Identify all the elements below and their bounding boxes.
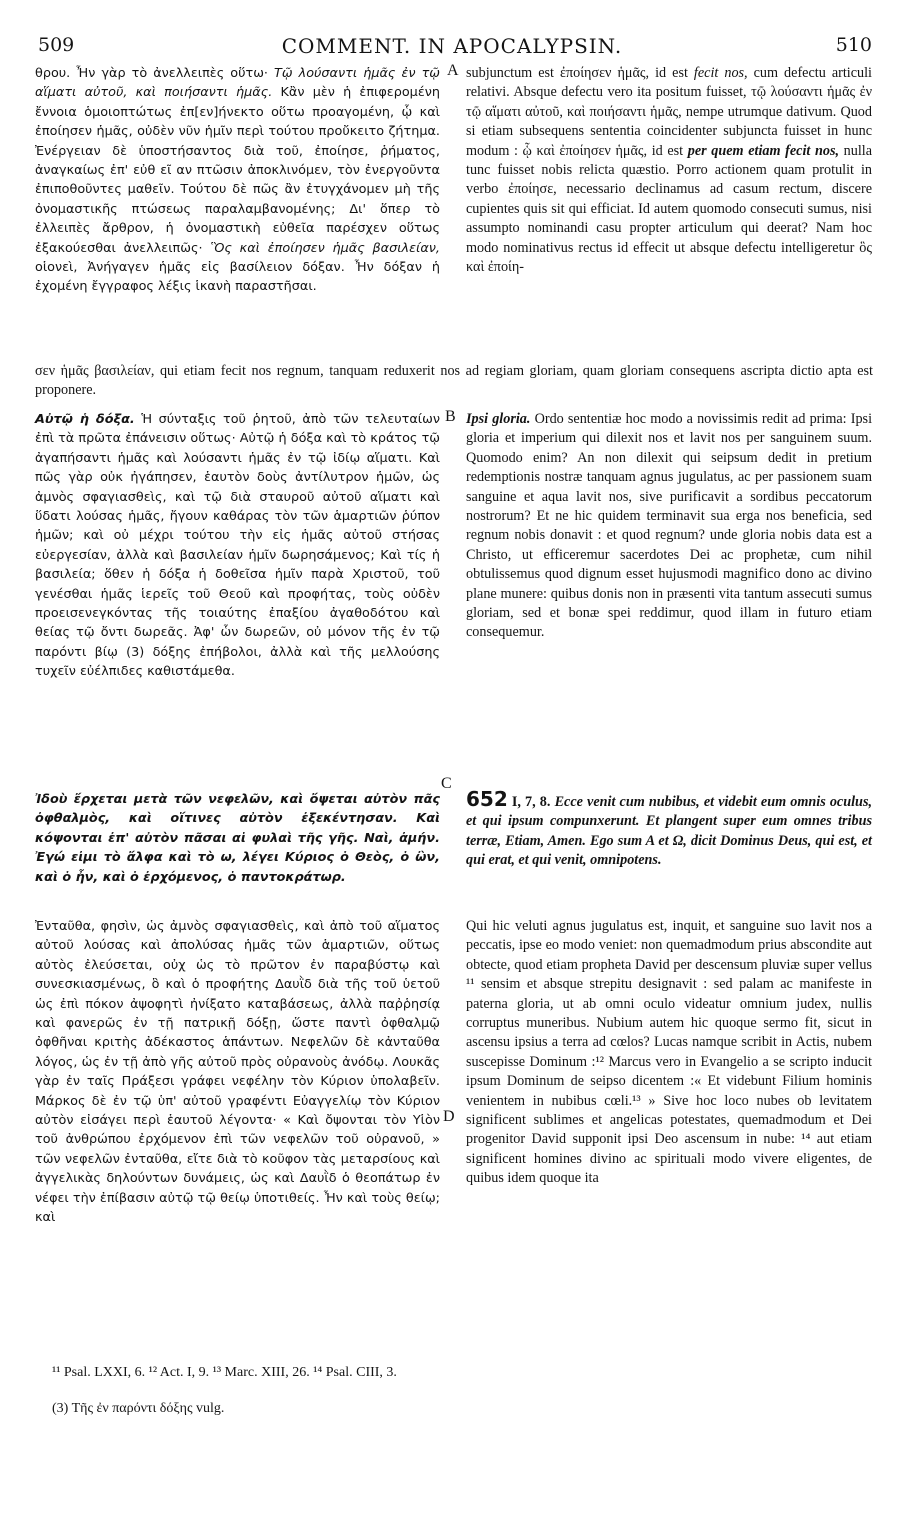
spanning-paragraph: σεν ἡμᾶς βασιλείαν, qui etiam fecit nos regnum, tanquam reduxerit nos ad regiam gloriam, quam gloriam consequens ascripta dictio apta est proponere. [35,363,874,399]
latin-paragraph-4: Qui hic veluti agnus jugulatus est, inquit, et sanguine suo lavit nos a peccatis, ipse eo modo veniet: non quemadmodum prius abscondite aut obtecte, quod etiam propheta David per descensum pluviæ super vellus ¹¹ sensim et absque strepitu designavit : sed palam ac manifeste in paterna gloria, ut ab omni oculo videatur omnium judex, nullis corruptus muneribus. Nubium autem hic quoque sermo fit, sicut in ascensu ipsius a terra ad cœlos? Lucas namque scribit in Actis, nubem suscepisse Dominum :¹² Marcus vero in Evangelio a se scripto inducit ipsum Dominum de seipso dicentem :« Et videbunt Filium hominis venientem in nubibus cœli.¹³ » Sive hoc loco nubes ob levitatem significent sublimes et angelicas potestates, quemadmodum et Dei progenitor David supponit ipsi Deo ascensum in nube: ¹⁴ aut etiam significent homines divino ac spirituali modo vivere eligentes, de quibus idem quoque ita [466,918,872,1187]
verse-reference: I, 7, 8. [511,794,551,810]
latin-scripture-quote: 652 I, 7, 8. Ecce venit cum nubibus, et videbit eum omnis oculus, et qui ipsum compunxerunt. Et plangent super eum omnes tribus terræ, Etiam, Amen. Ego sum A et Ω, dicit Dominus Deus, qui est, et qui erat, et qui venit, omnipotens. [466,787,873,869]
page-header [32,34,872,60]
column-number: 652 [466,787,508,811]
margin-marker-c: C [441,775,452,792]
greek-paragraph-4: Ἐνταῦθα, φησὶν, ὡς ἀμνὸς σφαγιασθεὶς, καὶ ἀπὸ τοῦ αἵματος αὐτοῦ λούσας καὶ ἀπολύσας ἡμᾶς τῶν ἁμαρτιῶν, οὕτως αὐτὸς ἐλεύσεται, οὐχ ὡς τὸ πρῶτον ἐν παραβύστῳ καὶ συνεσκιασμένως, ὃ καὶ ὁ προφήτης Δαυῒδ διὰ τῆς τοῦ ὑετοῦ ὡς ἐπὶ πόκον ἀψοφητὶ ἠνίξατο καταβάσεως, ἀλλὰ παῤῥησίᾳ καὶ φανερῶς ἐν τῇ πατρικῇ δόξῃ, ὥστε παντὶ ὀφθαλμῷ ὀφθῆναι κριτὴς ἀδέκαστος ἁπάντων. Νεφελῶν δὲ κἀνταῦθα λόγος, ὡς ἐν τῇ ἀπὸ γῆς αὐτοῦ πρὸς οὐρανοὺς ἀνόδῳ. Λουκᾶς γὰρ ἐν ταῖς Πράξεσι γράφει νεφέλην τὸν Κύριον ὑπολαβεῖν. Μάρκος δὲ ἐν τῷ ὑπ' αὐτοῦ γραφέντι Εὐαγγελίῳ τὸν Κύριον αὐτὸν εἰσάγει περὶ ἑαυτοῦ λέγοντα· « Καὶ ὄψονται τὸν Υἱὸν τοῦ ἀνθρώπου ἐρχόμενον ἐπὶ τῶν νεφελῶν τοῦ οὐρανοῦ, » τῶν νεφελῶν ἐνταῦθα, εἴτε διὰ τὸ κοῦφον τὰς μεταρσίους καὶ ἀγγελικὰς δηλούντων δυνάμεις, ὡς καὶ Δαυῒδ ὁ θεοπάτωρ ἐν νέφει τὴν ἐπίβασιν αὐτῷ τῷ θείῳ ὑποτιθείς. Ἦν καὶ τοὺς θείῳ; καὶ [35,919,440,1226]
greek-paragraph-2: Αὐτῷ ἡ δόξα. Ἡ σύνταξις τοῦ ῥητοῦ, ἀπὸ τῶν τελευταίων ἐπὶ τὰ πρῶτα ἐπάνεισιν οὕτως· Αὐτῷ ἡ δόξα καὶ τὸ κράτος τῷ ἀγαπήσαντι ἡμᾶς καὶ λούσαντι ἡμᾶς ἐν τῷ ἰδίῳ αἵματι. Καὶ πῶς γὰρ οὐκ ἠγάπησεν, ἑαυτὸν δοὺς ἀντίλυτρον ἡμῶν, ὡς ἀμνὸς σφαγιασθεὶς, καὶ τῷ διὰ σταυροῦ αὐτοῦ αἵματι καὶ ὕδατι λούσας ἡμᾶς, ἤγουν καθάρας τὸν τῶν ἁμαρτιῶν ῥύπον ἡμῶν; καὶ οὐ μέχρι τούτου τὴν εἰς ἡμᾶς αὐτοῦ στήσας εὐεργεσίαν, ἀλλὰ καὶ βασιλείαν ἡμῖν δωρησάμενος; Καὶ τίς ἡ βασιλεία; ὅθεν ἡ δόξα ἡ δοθεῖσα ἡμῖν παρὰ Χριστοῦ, τοῦ γενέσθαι ἡμᾶς ἱερεῖς τοῦ Θεοῦ καὶ προφήτας, τοὺς οὐδὲν προεισενεγκόντας τῆς τοιαύτης ἐπαξίου ἀγαθοδότου καὶ θείας τῷ ὄντι δωρεᾶς. Ἀφ' ὧν δωρεῶν, οὐ μόνον τῆς ἐν τῷ παρόντι βίῳ (3) δόξης ἐπήβολοι, ἀλλὰ καὶ τῆς μελλούσης τυχεῖν εὐέλπιδες καθιστάμεθα. [35,412,440,680]
margin-marker-b: B [445,408,456,425]
margin-marker-d: D [443,1108,455,1125]
footnote-variant: (3) Τῆς ἐν παρόντι δόξης vulg. [52,1401,225,1416]
footnote-scripture-refs: ¹¹ Psal. LXXI, 6. ¹² Act. I, 9. ¹³ Marc. XIII, 26. ¹⁴ Psal. CIII, 3. [52,1365,397,1380]
page-number-left: 509 [38,34,75,56]
greek-paragraph-1: θρου. Ἦν γὰρ τὸ ἀνελλειπὲς οὕτω· Τῷ λούσαντι ἡμᾶς ἐν τῷ αἵματι αὐτοῦ, καὶ ποιήσαντι ἡμᾶς. Κἂν μὲν ἡ ἐπιφερομένη ἔννοια ὁμοιοπτώτως ἐπ[εν]ήνεκτο οὕτω προαγομένη, ᾧ καὶ ἐποίησεν ἡμᾶς, οὐδὲν νῦν ἡμῖν περὶ τούτου προὔκειτο ζήτημα. Ἐνέργειαν δὲ ὑποστήσαντος διὰ τοῦ, ἐποίησε, ῥήματος, ἀναγκαίως ἐπ' εὐθ εῖ αν πτῶσιν ἀποκλινόμεν, τὸν ἐνεργοῦντα ἐπιποθοῦντες μαθεῖν. Τούτου δὲ πῶς ἂν ἐτυγχάνομεν μὴ τῆς ὀνομαστικῆς πτώσεως παραλαμβανομένης; Δι' ὅπερ τὸ ἐλλειπὲς ἄρθρον, ἡ ὀνομαστικὴ εὐθεῖα παρέσχεν οὕτως ἐξακούεσθαι ἀνελλειπῶς· Ὃς καὶ ἐποίησεν ἡμᾶς βασιλείαν, οἱονεὶ, Ἀνήγαγεν ἡμᾶς εἰς βασίλειον δόξαν. Ἦν δόξαν ἡ ἐχομένη ἔγγραφος λέξις ἱκανὴ παραστῆσαι. [35,66,440,295]
margin-marker-a: A [447,62,459,79]
page-number-right: 510 [835,34,872,56]
running-title: COMMENT. IN APOCALYPSIN. [281,34,623,58]
latin-paragraph-1: subjunctum est ἐποίησεν ἡμᾶς, id est fecit nos, cum defectu articuli relativi. Absque defectu vero ita positum fuisset, τῷ λούσαντι ἡμᾶς ἐν τῷ αἵματι αὐτοῦ, καὶ ποιήσαντι ἡμᾶς, nempe utrumque dativum. Quod si etiam subsequens sententia coincidenter subjuncta fuisset in hunc modum : ᾧ καὶ ἐποίησεν ἡμᾶς, id est per quem etiam fecit nos, nulla tunc fuisset nobis relicta quæstio. Porro actionem quam protulit in verbo ἐποίησε, necessario declinamus ad casum rectum, discere cupientes quis sit qui efficiat. Id autem quomodo consecuti sumus, nisi assumpto nominandi casu propter articulum qui deerat? Nam hoc modo nominativus rectus id effecit ut absque defectu intelligeretur ὃς καὶ ἐποίη- [466,65,873,276]
greek-scripture-quote: Ἰδοὺ ἔρχεται μετὰ τῶν νεφελῶν, καὶ ὄψεται αὐτὸν πᾶς ὀφθαλμὸς, καὶ οἵτινες αὐτὸν ἐξεκέντησαν. Καὶ κόψονται ἐπ' αὐτὸν πᾶσαι αἱ φυλαὶ τῆς γῆς. Ναὶ, ἀμήν. Ἐγώ εἰμι τὸ ἄλφα καὶ τὸ ω, λέγει Κύριος ὁ Θεὸς, ὁ ὢν, καὶ ὁ ἦν, καὶ ὁ ἐρχόμενος, ὁ παντοκράτωρ. [35,792,440,885]
latin-paragraph-2: Ipsi gloria. Ordo sententiæ hoc modo a novissimis redit ad prima: Ipsi gloria et imperium qui dilexit nos et lavit nos per sanguinem suum. Quomodo enim? An non dilexit qui seipsum dedit in pretium redemptionis nostræ tanquam agnus jugulatus, ac per passionem suam sanguine et aqua lavit nos, sive purificavit a sordibus peccatorum nostrorum? Et ne hic quidem terminavit sua erga nos beneficia, sed regnum nobis donavit : et quod regnum? unde gloria nobis data est a Christo, ut efficeremur sacerdotes Dei ac prophetæ, cum nihil obtulissemus quod dignum esset hujusmodi magnifico dono ac divino plane munere: quibus donis non in præsenti vita tantum assecuti sumus gloriam, sed et bonæ spei reddimur, quod illam in futuro etiam consequemur. [466,411,873,641]
